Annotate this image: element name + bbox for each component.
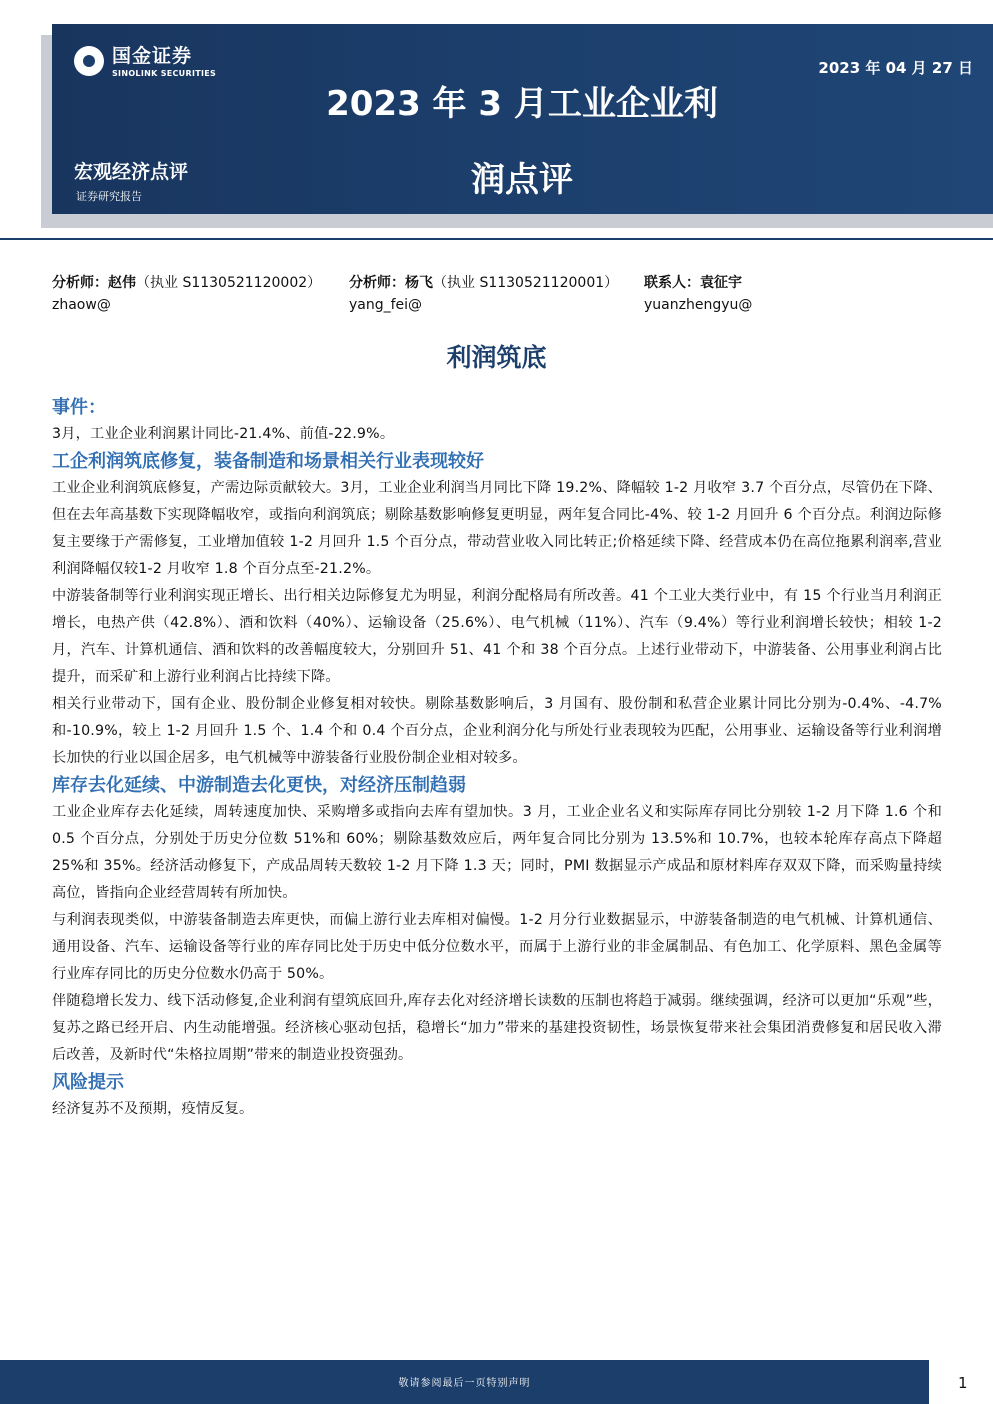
logo-text-en: SINOLINK SECURITIES: [112, 69, 217, 78]
analyst-zhao-wei: [52, 272, 321, 316]
logo-text-cn: 国金证券: [112, 45, 193, 67]
analyst-name: 分析师：赵伟: [52, 275, 136, 291]
report-banner: [52, 24, 993, 214]
inventory-paragraph-2: 与利润表现类似，中游装备制造去库更快，而偏上游行业去库相对偏慢。1-2 月分行业数据显示，中游装备制造的电气机械、计算机通信、通用设备、汽车、运输设备等行业的库存同比处于历史中低分位数水平，而属于上游行业的非金属制品、有色加工、化学原料、黑色金属等行业库存同比的历史分位数水仍高于 50%。: [52, 912, 942, 982]
profit-paragraph-1: 工业企业利润筑底修复，产需边际贡献较大。3月，工业企业利润当月同比下降 19.2%、降幅较 1-2 月收窄 3.7 个百分点，尽管仍在下降、但在去年高基数下实现降幅收窄，或指向利润筑底；剔除基数影响修复更明显，两年复合同比-4%、较 1-2 月回升 6 个百分点。利润边际修复主要缘于产需修复，工业增加值较 1-2 月回升 1.5 个百分点，带动营业收入同比转正;价格延续下降、经营成本仍在高位拖累利润率,营业利润降幅仅较1-2 月收窄 1.8 个百分点至-21.2%。: [52, 480, 942, 577]
page-number: 1: [958, 1374, 968, 1392]
report-type: 证券研究报告: [76, 190, 142, 203]
analyst-yang-fei: [349, 272, 618, 316]
header-divider: [0, 238, 993, 240]
section-heading-inventory: 库存去化延续、中游制造去化更快，对经济压制趋弱: [52, 775, 466, 796]
analyst-email[interactable]: yang_fei@: [349, 297, 423, 313]
report-headline: 利润筑底: [446, 343, 547, 372]
section-heading-event: 事件：: [52, 397, 106, 418]
analyst-list: [52, 272, 952, 316]
analyst-email[interactable]: zhaow@: [52, 297, 111, 313]
contact-yuan-zhengyu: [644, 272, 752, 316]
contact-email[interactable]: yuanzhengyu@: [644, 297, 753, 313]
contact-name: 联系人：袁征宇: [644, 275, 742, 291]
inventory-paragraph-1: 工业企业库存去化延续，周转速度加快、采购增多或指向去库有望加快。3 月，工业企业名义和实际库存同比分别较 1-2 月下降 1.6 个和 0.5 个百分点，分别处于历史分位数 51%和 60%；剔除基数效应后，两年复合同比分别为 13.5%和 10.7%，也较本轮库存高点下降超 25%和 35%。经济活动修复下，产成品周转天数较 1-2 月下降 1.3 天；同时，PMI 数据显示产成品和原材料库存双双下降，而采购量持续高位，皆指向企业经营周转有所加快。: [52, 804, 942, 901]
report-title: 2023 年 3 月工业企业利润点评: [326, 84, 718, 200]
inventory-paragraph-3: 伴随稳增长发力、线下活动修复,企业利润有望筑底回升,库存去化对经济增长读数的压制也将趋于减弱。继续强调，经济可以更加“乐观”些，复苏之路已经开启、内生动能增强。经济核心驱动包括，稳增长“加力”带来的基建投资韧性，场景恢复带来社会集团消费修复和居民收入滞后改善，及新时代“朱格拉周期”带来的制造业投资强劲。: [52, 993, 942, 1063]
sinolink-logo-icon: [74, 46, 104, 76]
event-paragraph: 3月，工业企业利润累计同比-21.4%、前值-22.9%。: [52, 426, 395, 442]
risk-paragraph: 经济复苏不及预期，疫情反复。: [52, 1101, 254, 1117]
disclaimer-note: 敬请参阅最后一页特别声明: [398, 1378, 531, 1389]
footer-bar: [0, 1360, 929, 1404]
profit-paragraph-3: 相关行业带动下，国有企业、股份制企业修复相对较快。剔除基数影响后，3 月国有、股份制和私营企业累计同比分别为-0.4%、-4.7%和-10.9%，较上 1-2 月回升 1.5 个、1.4 个和 0.4 个百分点，企业利润分化与所处行业表现较为匹配，公用事业、运输设备等行业利润增长加快的行业以国企居多，电气机械等中游装备行业股份制企业相对较多。: [52, 696, 942, 766]
section-heading-risk: 风险提示: [52, 1072, 124, 1093]
report-body: [52, 394, 942, 1123]
analyst-license: （执业 S1130521120001）: [433, 275, 619, 291]
analyst-name: 分析师：杨飞: [349, 275, 433, 291]
report-date: 2023 年 04 月 27 日: [818, 59, 973, 77]
report-category: 宏观经济点评: [74, 161, 189, 183]
analyst-license: （执业 S1130521120002）: [136, 275, 322, 291]
profit-paragraph-2: 中游装备制等行业利润实现正增长、出行相关边际修复尤为明显，利润分配格局有所改善。41 个工业大类行业中，有 15 个行业当月利润正增长，电热产供（42.8%）、酒和饮料（40%）、运输设备（25.6%）、电气机械（11%）、汽车（9.4%）等行业利润增长较快；相较 1-2 月，汽车、计算机通信、酒和饮料的改善幅度较大，分别回升 51、41 个和 38 个百分点。上述行业带动下，中游装备、公用事业利润占比提升，而采矿和上游行业利润占比持续下降。: [52, 588, 942, 685]
section-heading-profit: 工企利润筑底修复，装备制造和场景相关行业表现较好: [52, 451, 484, 472]
